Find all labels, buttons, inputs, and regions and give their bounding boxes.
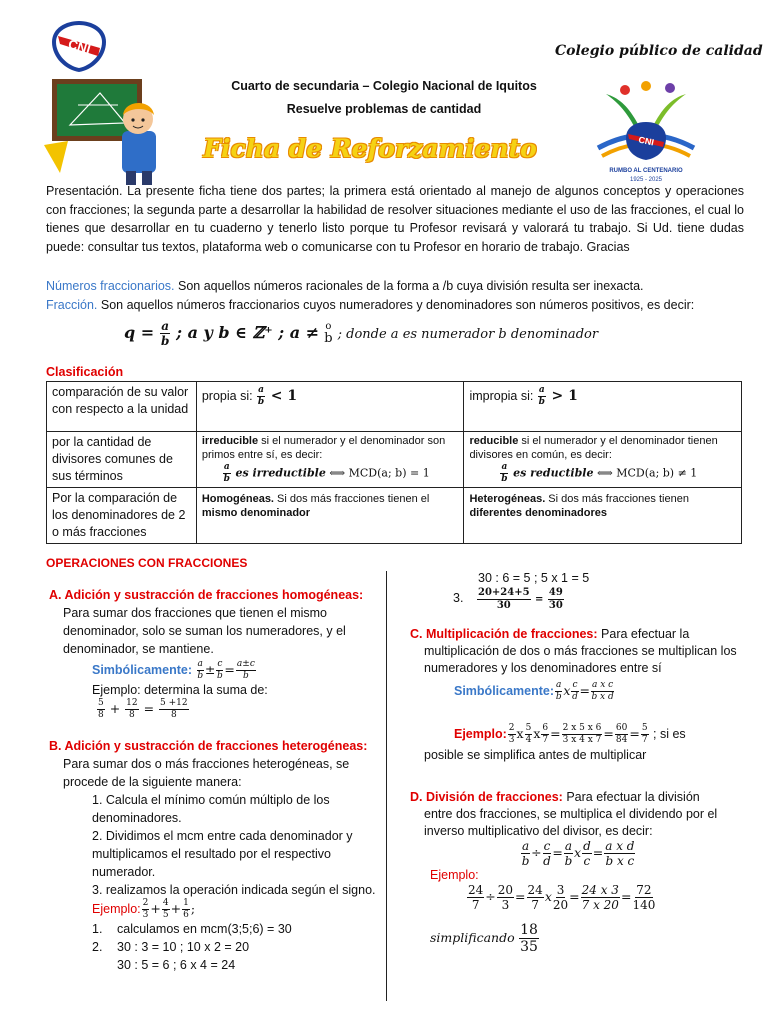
section-b-example: Ejemplo: $\frac{2}{3}$ + $\frac{4}{5}$ + $\frac{1}{6}$ ;	[92, 898, 196, 920]
improper-fraction-cell: impropia si: $\frac{a}{b}$ > 1	[464, 382, 742, 432]
section-a-title	[46, 586, 376, 604]
section-a-text: Para sumar dos fracciones que tienen el mismo denominador, solo se suman los numeradores, y el denominador, se mantiene.	[63, 606, 346, 656]
section-c-example-tail: ; si es	[649, 727, 686, 741]
section-c-title-text: Multiplicación de fracciones:	[425, 627, 598, 641]
section-b-step-3: 3. realizamos la operación indicada según el signo.	[92, 883, 376, 897]
definition-fraction-term: Fracción.	[46, 298, 98, 312]
formula-circle-o: o	[325, 321, 332, 332]
section-a-letter: A.	[49, 588, 62, 602]
section-c-text-inline: Para efectuar la	[597, 627, 690, 641]
section-b-list-1-num: 1.	[92, 922, 103, 936]
definition-fraction-text: Son aquellos números fraccionarios cuyos numeradores y denominadores son números positivos, es decir:	[97, 298, 695, 312]
reducible-cell: reducible si el numerador y el denominador tienen divisores en común, es decir: $\frac{a}{b}$ es reductible ⟺ MCD(a; b) ≠ 1	[464, 432, 742, 488]
section-a	[46, 586, 376, 720]
section-d-title	[410, 789, 740, 806]
section-d-example: $\frac{24}{7}$ ÷ $\frac{20}{3}$ = $\frac{24}{7}$ x $\frac{3}{20}$ = $\frac{24 x 3}{7 x 20}$ = $\frac{72}{140}$	[468, 883, 656, 912]
section-c-letter: C.	[410, 627, 423, 641]
reducible-formula: ⟺ MCD(a; b) ≠ 1	[593, 466, 698, 480]
section-a-example-label: Ejemplo: determina la suma de:	[92, 683, 268, 697]
school-logo-left	[48, 18, 110, 74]
reducible-term: reducible	[469, 435, 519, 447]
section-c-example-label: Ejemplo:	[454, 727, 507, 741]
improper-relation: > 1	[546, 387, 578, 404]
proper-relation: < 1	[265, 387, 298, 404]
irreducible-text: si el numerador y el denominador son primos entre sí, es decir:	[201, 435, 446, 461]
homogeneous-cell	[196, 488, 464, 544]
formula-numerator: a	[161, 319, 170, 333]
section-c-symbolic: Simbólicamente: $\frac{a}{b}$ x $\frac{c}{d}$ = $\frac{\text{a x c}}{\text{b x d}}$	[454, 680, 614, 702]
heterogeneous-term: Heterogéneas.	[469, 493, 546, 505]
logo-right-text: CNI	[637, 134, 655, 148]
proper-label: propia si:	[201, 388, 257, 403]
homogeneous-text: Si dos más fracciones tienen el	[274, 493, 430, 505]
operations-heading: OPERACIONES CON FRACCIONES	[46, 556, 248, 570]
section-d-example-label: Ejemplo:	[430, 868, 479, 882]
definition-fraction	[46, 296, 744, 314]
definition-fractional-numbers	[46, 277, 744, 295]
presentation-paragraph: Presentación. La presente ficha tiene dos partes; la primera está orientado al manejo de algunos conceptos y operaciones con fracciones; la segunda parte a desarrollar la habilidad de resolver situaciones mediante el uso de las fracciones, el cual lo tienes que desarrollar en tu cuaderno y tenerlo listo porque tu Profesor revisará y valorará tu trabajo. Si Ud. tiene dudas puede: consultar tus textos, plataforma web o comunicarse con tu Profesor en horario de trabajo. Gracias	[46, 184, 744, 254]
irreducible-formula-word: es irreductible	[231, 466, 326, 480]
reducible-formula-word: es reductible	[509, 466, 594, 480]
table-row	[47, 382, 742, 432]
centenary-logo-right	[580, 78, 712, 186]
fraction-formula	[124, 320, 598, 347]
definition-fractional-numbers-text: Son aquellos números racionales de la forma a /b cuya división resulta ser inexacta.	[174, 279, 644, 293]
proper-fraction-cell: propia si: $\frac{a}{b}$ < 1	[196, 382, 464, 432]
grade-school-line: Cuarto de secundaria – Colegio Nacional de Iquitos	[231, 79, 537, 93]
section-b-list-2b: 30 : 5 = 6 ; 6 x 4 = 24	[117, 958, 236, 972]
logo-right-caption1: RUMBO AL CENTENARIO	[609, 168, 683, 174]
section-b-list-2-num: 2.	[92, 940, 103, 954]
section-c-symbolic-label: Simbólicamente:	[454, 684, 555, 698]
improper-label: impropia si:	[469, 388, 537, 403]
logo-right-caption2: 1925 - 2025	[629, 177, 663, 183]
section-b-title	[46, 737, 376, 755]
section-b-text: Para sumar dos o más fracciones heterogéneas, se procede de la siguiente manera:	[63, 757, 350, 789]
section-d-letter: D.	[410, 790, 423, 804]
formula-description: ; donde a es numerador b denominador	[337, 327, 599, 342]
section-b-list-1-text: calculamos en mcm(3;5;6) = 30	[117, 922, 292, 936]
heterogeneous-text: Si dos más fracciones tienen	[545, 493, 689, 505]
section-b-title-text: Adición y sustracción de fracciones heterogéneas:	[64, 739, 368, 753]
section-a-symbolic-label: Simbólicamente:	[92, 662, 193, 677]
section-b-list-2	[46, 938, 376, 956]
section-c-title	[410, 626, 740, 643]
homogeneous-term: Homogéneas.	[201, 493, 274, 505]
section-b-letter: B.	[49, 739, 62, 753]
section-d-text: entre dos fracciones, se multiplica el dividendo por el inverso multiplicativo del divisor, es decir:	[424, 807, 718, 838]
homogeneous-emphasis: mismo denominador	[201, 507, 311, 519]
section-b-list-3-num: 3.	[453, 591, 464, 605]
table-row	[47, 432, 742, 488]
definition-fractional-numbers-term: Números fraccionarios.	[46, 279, 175, 293]
section-d-simplify-label: simplificando	[430, 929, 515, 945]
logo-left-text: CNI	[66, 36, 93, 57]
section-b-list-2c: 30 : 6 = 5 ; 5 x 1 = 5	[478, 571, 590, 585]
section-d-title-text: División de fracciones:	[425, 790, 563, 804]
column-divider	[386, 571, 387, 1001]
section-a-title-text: Adición y sustracción de fracciones homogéneas:	[64, 588, 364, 602]
formula-b2: b	[324, 331, 333, 346]
section-a-symbolic: Simbólicamente: $\frac{a}{b}$ ± $\frac{c}{b}$ = $\frac{a\pm c}{b}$	[92, 659, 255, 681]
section-b-step-1: 1. Calcula el mínimo común múltiplo de los denominadores.	[92, 793, 330, 825]
formula-conditions: ; a y b ∈ ℤ⁺ ; a ≠	[176, 323, 320, 342]
section-b	[46, 737, 376, 974]
section-b-list-1	[46, 920, 376, 938]
section-d	[410, 789, 740, 954]
irreducible-cell: irreducible si el numerador y el denominador son primos entre sí, es decir: $\frac{a}{b}$ es irreductible ⟺ MCD(a; b) = 1	[196, 432, 464, 488]
section-b-step-2: 2. Dividimos el mcm entre cada denominador y multiplicamos el resultado por el respectivo numerador.	[92, 829, 353, 879]
section-c-note: posible se simplifica antes de multiplicar	[424, 748, 647, 762]
formula-denominator: b	[160, 334, 170, 348]
classification-heading: Clasificación	[46, 365, 124, 379]
section-d-formula: $\frac{a}{b}$ ÷ $\frac{c}{d}$ = $\frac{a}{b}$ x $\frac{d}{c}$ = $\frac{\text{a x d}}{\text{b x c}}$	[521, 839, 635, 868]
table-row	[47, 488, 742, 544]
section-b-example-label: Ejemplo:	[92, 902, 141, 916]
heterogeneous-cell	[464, 488, 742, 544]
section-b-list-3: 3. $\frac{20+24+5}{30}$ = $\frac{49}{30}$	[453, 587, 563, 611]
criterion-cell: por la cantidad de divisores comunes de sus términos	[47, 432, 197, 488]
section-c	[410, 626, 740, 764]
irreducible-formula: ⟺ MCD(a; b) = 1	[325, 466, 430, 480]
criterion-cell: Por la comparación de los denominadores de 2 o más fracciones	[47, 488, 197, 544]
section-a-example: $\frac{5}{8}$ + $\frac{12}{8}$ = $\frac{5 +12}{8}$	[98, 698, 188, 720]
formula-q: q =	[124, 323, 155, 342]
criterion-cell: comparación de su valor con respecto a la unidad	[47, 382, 197, 432]
irreducible-term: irreducible	[201, 435, 259, 447]
section-c-example: Ejemplo: $\frac{2}{3}$ x $\frac{5}{4}$ x $\frac{6}{7}$ = $\frac{2 x 5 x 6}{3 x 4 x 7}$ = $\frac{60}{84}$ = $\frac{5}{7}$ ; si es	[454, 723, 686, 745]
section-b-list-2a: 30 : 3 = 10 ; 10 x 2 = 20	[117, 940, 250, 954]
reducible-text: si el numerador y el denominador tienen divisores en común, es decir:	[469, 435, 718, 461]
heterogeneous-emphasis: diferentes denominadores	[469, 507, 607, 519]
competence-line: Resuelve problemas de cantidad	[286, 102, 482, 116]
classification-table	[46, 381, 742, 544]
school-motto: Colegio público de calidad	[555, 43, 763, 59]
section-d-simplify: simplificando $\frac{18}{35}$	[430, 922, 538, 955]
section-d-text-inline: Para efectuar la división	[562, 790, 700, 804]
worksheet-title: Ficha de Reforzamiento	[203, 134, 537, 163]
section-c-text: multiplicación de dos o más fracciones se multiplican los numeradores y los denominadores entre sí	[424, 644, 737, 675]
